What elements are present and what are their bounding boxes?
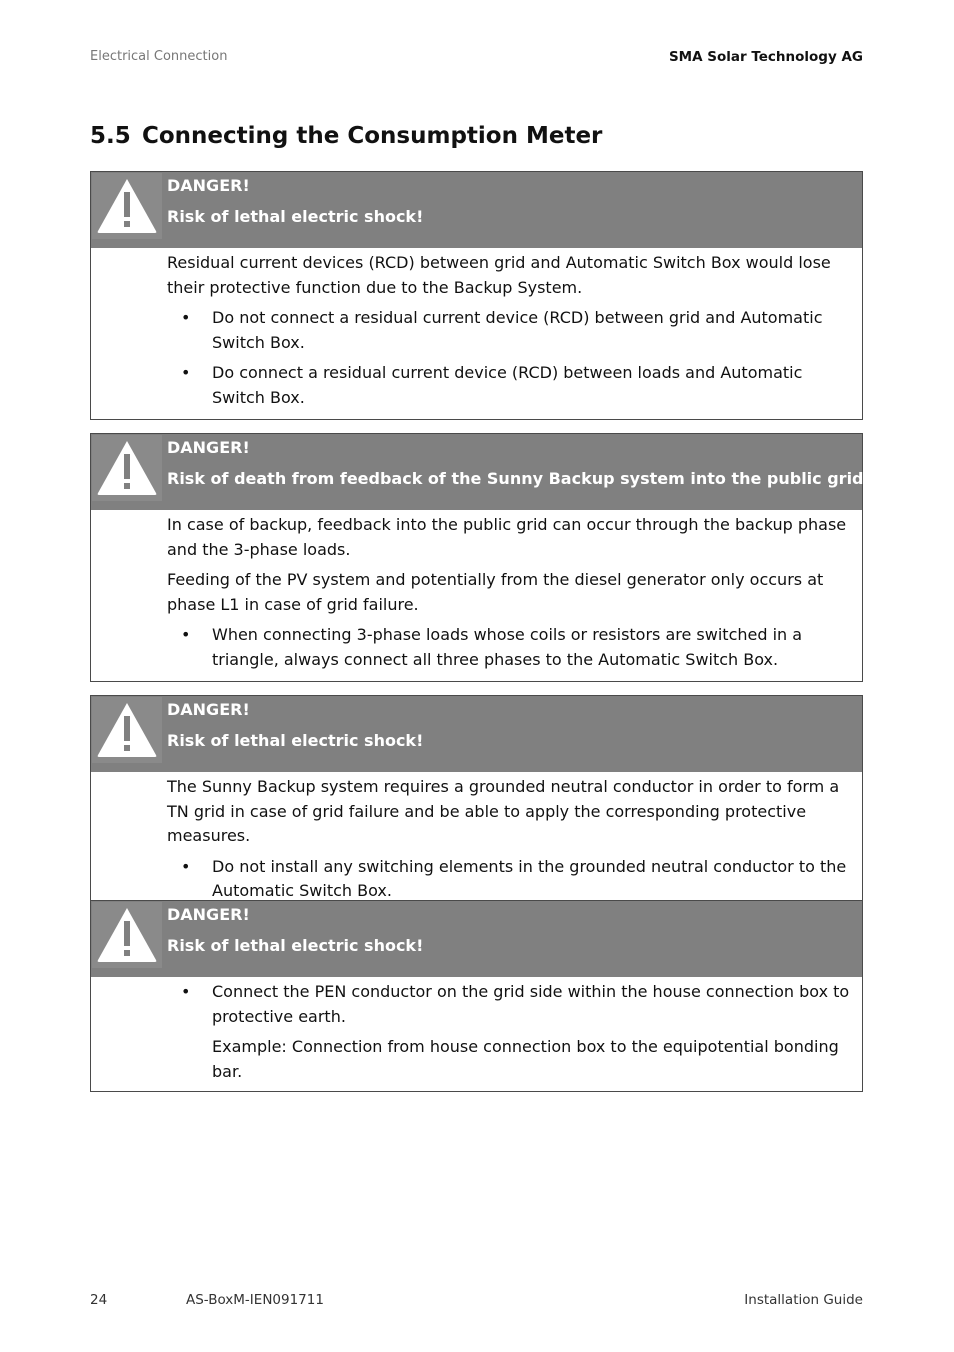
page-footer bbox=[90, 1292, 863, 1312]
danger-signal-word: DANGER! bbox=[167, 438, 250, 457]
danger-box-header bbox=[91, 434, 870, 510]
list-item bbox=[167, 980, 854, 1029]
danger-paragraph: The Sunny Backup system requires a grounded neutral conductor in order to form a TN grid in case of grid failure and be able to apply the corresponding protective measures. bbox=[167, 777, 840, 845]
danger-title: Risk of lethal electric shock! bbox=[167, 936, 424, 955]
bullet-marker: • bbox=[181, 625, 191, 644]
danger-signal-word: DANGER! bbox=[167, 700, 250, 719]
header-section-name: Electrical Connection bbox=[90, 49, 228, 64]
list-item-text: Do connect a residual current device (RCD) between loads and Automatic Switch Box. bbox=[212, 363, 803, 407]
danger-box-header bbox=[91, 172, 862, 248]
danger-title: Risk of lethal electric shock! bbox=[167, 207, 424, 226]
bullet-marker: • bbox=[181, 308, 191, 327]
danger-bullet-list bbox=[167, 980, 854, 1029]
danger-bullet-list bbox=[167, 306, 854, 410]
list-item-text: Connect the PEN conductor on the grid side within the house connection box to protective earth. bbox=[212, 982, 850, 1026]
page-header bbox=[90, 49, 863, 69]
warning-triangle-icon bbox=[92, 173, 162, 239]
danger-box-body bbox=[91, 510, 862, 681]
danger-box-body bbox=[91, 977, 862, 1091]
warning-triangle-icon bbox=[92, 697, 162, 763]
danger-paragraph: In case of backup, feedback into the public grid can occur through the backup phase and the 3-phase loads. bbox=[167, 515, 847, 559]
danger-box-body bbox=[91, 248, 862, 419]
bullet-marker: • bbox=[181, 856, 191, 876]
danger-title: Risk of death from feedback of the Sunny Backup system into the public grid. bbox=[167, 469, 870, 488]
danger-example-note: Example: Connection from house connection box to the equipotential bonding bar. bbox=[212, 1037, 839, 1081]
danger-bullet-list bbox=[167, 855, 854, 904]
document-type: Installation Guide bbox=[744, 1292, 863, 1308]
danger-signal-word: DANGER! bbox=[167, 176, 250, 195]
danger-box-header bbox=[91, 901, 862, 977]
warning-triangle-icon bbox=[92, 435, 162, 501]
section-number: 5.5 bbox=[90, 123, 131, 149]
danger-box-feedback bbox=[90, 433, 870, 682]
list-item-text: When connecting 3-phase loads whose coils or resistors are switched in a triangle, always connect all three phases to the Automatic Switch Box. bbox=[212, 625, 803, 669]
section-title-text: Connecting the Consumption Meter bbox=[142, 123, 603, 149]
danger-box-body bbox=[91, 772, 862, 913]
list-item bbox=[167, 361, 854, 410]
bullet-marker: • bbox=[181, 363, 191, 382]
header-company-name: SMA Solar Technology AG bbox=[668, 49, 863, 65]
list-item bbox=[167, 623, 854, 672]
danger-box-header bbox=[91, 696, 862, 772]
danger-box-neutral bbox=[90, 695, 863, 914]
danger-box-rcd bbox=[90, 171, 863, 420]
section-title bbox=[90, 123, 602, 149]
danger-bullet-list bbox=[167, 623, 854, 672]
danger-title: Risk of lethal electric shock! bbox=[167, 731, 424, 750]
danger-paragraph: Residual current devices (RCD) between grid and Automatic Switch Box would lose their protective function due to the Backup System. bbox=[167, 253, 831, 297]
document-id: AS-BoxM-IEN091711 bbox=[186, 1292, 324, 1308]
page-number: 24 bbox=[90, 1292, 108, 1308]
list-item-text: Do not install any switching elements in the grounded neutral conductor to the Automatic Switch Box. bbox=[212, 856, 847, 900]
list-item-text: Do not connect a residual current device (RCD) between grid and Automatic Switch Box. bbox=[212, 308, 823, 352]
list-item bbox=[167, 855, 854, 904]
bullet-marker: • bbox=[181, 982, 191, 1001]
danger-signal-word: DANGER! bbox=[167, 905, 250, 924]
list-item bbox=[167, 306, 854, 355]
danger-paragraph: Feeding of the PV system and potentially from the diesel generator only occurs at phase L1 in case of grid failure. bbox=[167, 570, 824, 614]
warning-triangle-icon bbox=[92, 902, 162, 968]
danger-box-pen bbox=[90, 900, 863, 1092]
